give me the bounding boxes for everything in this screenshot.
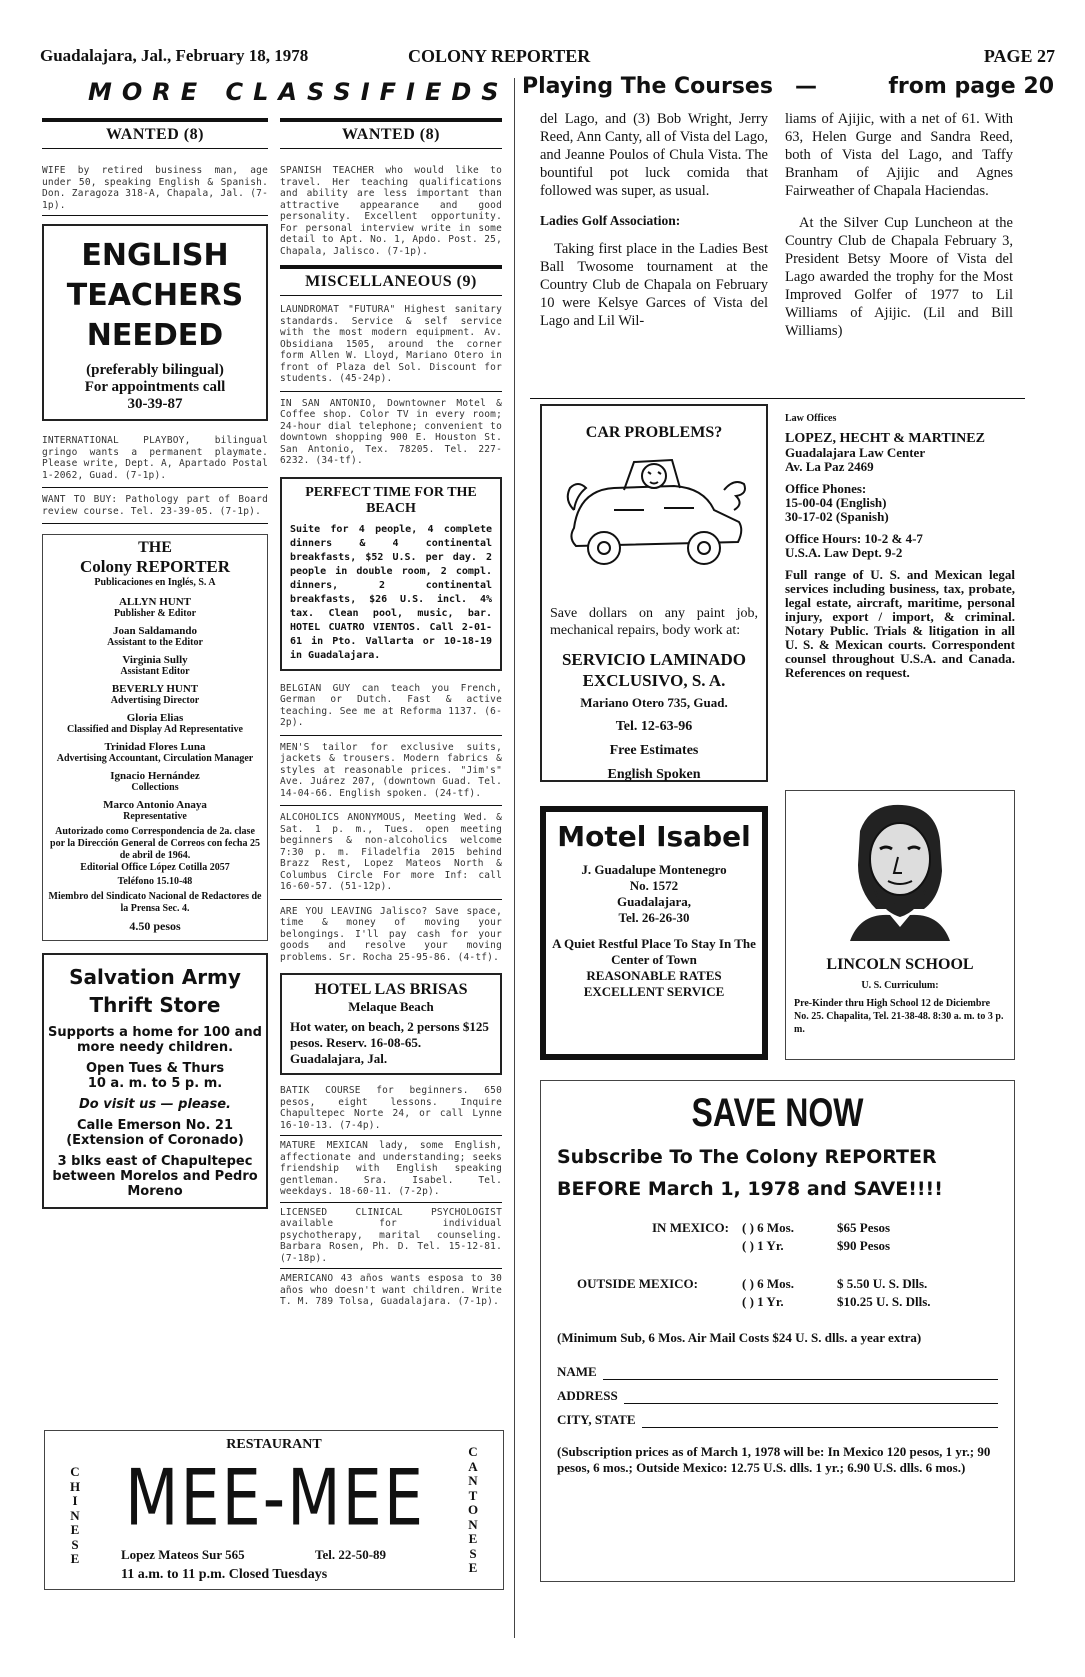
staff-entry	[47, 625, 263, 648]
salvation-l7: Calle Emerson No. 21 (Extension of Coronado)	[66, 1118, 244, 1148]
mexico-rates	[557, 1220, 998, 1260]
outside-1yr[interactable]: ( ) 1 Yr.	[742, 1294, 784, 1309]
staff-name: Marco Antonio Anaya	[103, 799, 207, 811]
outside-6mos[interactable]: ( ) 6 Mos.	[742, 1276, 794, 1291]
masthead-office: Editorial Office López Cotilla 2057	[80, 862, 230, 873]
law-services: Full range of U. S. and Mexican legal services including business, tax, probate, legal estate, aircraft, maritime, personal injury, export / import, & criminal. Notary Public. Trials & litigation in all U. S. & Mexican courts. Correspondent counsel throughout U.S.A. and Canada. References on request.	[785, 567, 1015, 680]
staff-name: BEVERLY HUNT	[111, 683, 199, 695]
save-sub1: Subscribe To The Colony REPORTER	[557, 1146, 937, 1168]
leaving-ad: ARE YOU LEAVING Jalisco? Save space, time & money of moving your belongings. I'll pay cash for your goods and resolve your moving problems. Sr. Rocha 25-95-86. (4-tf).	[280, 905, 502, 963]
salvation-l5: 10 a. m. to 5 p. m.	[87, 1076, 223, 1091]
playing-from: from page 20	[888, 74, 1054, 99]
staff-name: ALLYN HUNT	[118, 596, 192, 608]
outside-mexico-label: OUTSIDE MEXICO:	[577, 1276, 698, 1291]
motel-city: Guadalajara,	[616, 894, 692, 909]
in-mexico-1yr[interactable]: ( ) 1 Yr.	[742, 1238, 784, 1253]
motel-isabel-ad	[540, 806, 768, 1060]
playing-bottom-rule	[530, 398, 1025, 399]
car-title: CAR PROBLEMS?	[585, 424, 723, 441]
city-field[interactable]	[642, 1414, 998, 1428]
want-to-buy-ad: WANT TO BUY: Pathology part of Board review course. Tel. 23-39-05. (7-1p).	[42, 494, 268, 517]
brisas-text: Hot water, on beach, 2 persons $125 pesos. Reserv. 16-08-65. Guadalajara, Jal.	[290, 1019, 489, 1066]
motel-tel: Tel. 26-26-30	[618, 910, 690, 925]
save-now-ad	[540, 1080, 1015, 1582]
staff-role: Collections	[131, 782, 179, 793]
staff-name: Ignacio Hernández	[110, 770, 200, 782]
staff-list	[47, 596, 263, 822]
address-field-row	[557, 1388, 998, 1404]
english-l1: ENGLISH	[81, 238, 229, 273]
playing-col1-head: Ladies Golf Association:	[540, 213, 681, 228]
staff-role: Advertising Accountant, Circulation Manager	[56, 753, 254, 764]
page-number: PAGE 27	[983, 46, 1055, 66]
save-title: SAVE NOW	[691, 1091, 864, 1135]
save-future-prices: (Subscription prices as of March 1, 1978 will be: In Mexico 120 pesos, 1 yr.; 90 pesos, 6 mos.; Outside Mexico: 12.75 U.S. dlls. 1 yr.; 6.90 U.S. dlls. 6 mos.)	[557, 1444, 991, 1475]
staff-entry	[47, 712, 263, 735]
restaurant-logo: MEE-MEE	[124, 1451, 426, 1543]
car-english: English Spoken	[607, 767, 701, 782]
staff-name: Joan Saldamando	[112, 625, 198, 637]
batik-ad: BATIK COURSE for beginners. 650 pesos, eight lessons. Inquire Chapultepec Norte 24, or call Lynne 16-10-13. (7-4p).	[280, 1085, 502, 1131]
masthead-pub: Publicaciones en Inglés, S. A	[94, 577, 216, 588]
dateline: Guadalajara, Jal., February 18, 1978	[40, 46, 309, 65]
save-min: (Minimum Sub, 6 Mos. Air Mail Costs $24 U. S. dlls. a year extra)	[557, 1330, 922, 1345]
restaurant-label: RESTAURANT	[226, 1437, 322, 1452]
staff-entry	[47, 654, 263, 677]
lincoln-portrait-icon	[840, 801, 960, 941]
city-field-row	[557, 1412, 998, 1428]
staff-role: Assistant Editor	[120, 666, 190, 677]
las-brisas-ad	[280, 973, 502, 1075]
brisas-title: HOTEL LAS BRISAS	[314, 981, 468, 998]
address-label: ADDRESS	[557, 1388, 618, 1403]
in-mexico-label: IN MEXICO:	[652, 1220, 729, 1235]
in-mexico-6mos-price: $65 Pesos	[837, 1220, 891, 1235]
car-address: Mariano Otero 735, Guad.	[580, 695, 728, 710]
motel-addr1: J. Guadalupe Montenegro	[581, 862, 727, 877]
law-dept: U.S.A. Law Dept. 9-2	[785, 545, 903, 560]
playing-col2-p1: liams of Ajijic, with a net of 61. With 63, Helen Gurge and Sandra Reed, both of Vista del Lago, and Taffy Branham of Ajijic and Agnes Fairweather of Chapala Haciendas.	[785, 111, 1013, 199]
staff-entry	[47, 683, 263, 706]
playing-col2-p2: At the Silver Cup Luncheon at the Country Club de Chapala February 3, President Betsy Moore of Vista del Lago awarded the trophy for the Most Improved Golfer of 1977 to Lil Williams of Ajijic. (Lil and Bill Williams)	[785, 215, 1013, 339]
law-label: Law Offices	[785, 413, 837, 424]
car-free: Free Estimates	[609, 743, 699, 758]
name-field-row	[557, 1364, 998, 1380]
outside-rates	[557, 1276, 998, 1316]
chinese-vertical-text: C H I N E S E	[69, 1464, 81, 1566]
restaurant-address: Lopez Mateos Sur 565	[121, 1547, 245, 1562]
playing-title-text: Playing The Courses	[522, 74, 773, 99]
masthead-the: THE	[138, 539, 172, 556]
restaurant-tel: Tel. 22-50-89	[315, 1547, 387, 1562]
law-offices-ad	[785, 412, 1015, 680]
law-firm: LOPEZ, HECHT & MARTINEZ	[785, 431, 985, 446]
salvation-l6: Do visit us — please.	[78, 1097, 231, 1112]
motel-addr2: No. 1572	[629, 878, 679, 893]
page-header	[40, 44, 1055, 68]
car-problems-ad	[540, 404, 768, 782]
wanted-wife-ad: WIFE by retired business man, age under 50, speaking English & Spanish. Don. Zaragoza 318-A, Chapala, Jal. (7-1p).	[42, 165, 268, 211]
outside-6mos-price: $ 5.50 U. S. Dlls.	[837, 1276, 928, 1291]
lincoln-school-ad	[785, 790, 1015, 1060]
column-1	[42, 118, 268, 1209]
spanish-teacher-ad: SPANISH TEACHER who would like to travel. Her teaching qualifications and ability are less important than attractive appearance and good personality. Excellent opportunity. For personal interview write in some detail to Apt. No. 1, Apdo. Post. 25, Chapala, Jalisco. (7-1p).	[280, 165, 502, 257]
motel-tag1: A Quiet Restful Place To Stay In The Center of Town	[552, 936, 756, 967]
masthead-name: Colony REPORTER	[79, 557, 231, 576]
law-hours: Office Hours: 10-2 & 4-7	[785, 531, 923, 546]
law-phone-1: 15-00-04 (English)	[785, 495, 887, 510]
english-teachers-ad	[42, 224, 268, 421]
belgian-ad: BELGIAN GUY can teach you French, German or Dutch. Fast & active teaching. See me at Reforma 1137. (6-2p).	[280, 682, 502, 728]
salvation-l4: Open Tues & Thurs	[85, 1061, 225, 1076]
playing-col-1	[540, 110, 768, 330]
psychologist-ad: LICENSED CLINICAL PSYCHOLOGIST available for individual psychotherapy, marital counseling. Barbara Rosen, Ph. D. Tel. 15-12-81. (7-18p).	[280, 1206, 502, 1264]
car-cartoon-icon	[554, 450, 754, 580]
staff-role: Publisher & Editor	[113, 608, 197, 619]
name-label: NAME	[557, 1364, 597, 1379]
perfect-title: PERFECT TIME FOR THE BEACH	[305, 484, 477, 516]
car-tel: Tel. 12-63-96	[615, 719, 693, 734]
english-phone: 30-39-87	[127, 396, 183, 412]
restaurant-hours: 11 a.m. to 11 p.m. Closed Tuesdays	[121, 1567, 328, 1582]
staff-role: Classified and Display Ad Representative	[67, 724, 243, 735]
english-sub2: For appointments call	[84, 379, 226, 395]
classifieds-title: MORE CLASSIFIEDS	[88, 78, 509, 106]
address-field[interactable]	[624, 1390, 998, 1404]
staff-role: Advertising Director	[110, 695, 200, 706]
staff-entry	[47, 741, 263, 764]
mee-mee-restaurant-ad	[44, 1430, 504, 1590]
salvation-l3: Supports a home for 100 and more needy children.	[48, 1025, 262, 1055]
car-business: SERVICIO LAMINADO EXCLUSIVO, S. A.	[561, 650, 747, 690]
laundromat-ad: LAUNDROMAT "FUTURA" Highest sanitary standards. Service & self service with the most modern equipment. Av. Obsidiana 1505, around the corner form Allen W. Lloyd, Mariano Otero in front of Plaza del Sol. Discount for students. (45-24p).	[280, 304, 502, 384]
staff-name: Virginia Sully	[122, 654, 188, 666]
misc-heading: MISCELLANEOUS (9)	[280, 265, 502, 296]
perfect-text: Suite for 4 people, 4 complete dinners & 4 continental breakfasts, $52 U.S. per day. 2 people in double room, 2 compl. dinners, 2 continental breakfasts, $26 U.S. incl. 4% tax. Clean pool, music, bar. HOTEL CUATRO VIENTOS. Call 2-01-61 in Pto. Vallarta or 10-18-19 in Guadalajara.	[290, 523, 492, 661]
wanted-heading-1: WANTED (8)	[42, 118, 268, 149]
law-phones-label: Office Phones:	[785, 481, 867, 496]
english-sub1: (preferably bilingual)	[86, 362, 224, 378]
law-center: Guadalajara Law Center	[785, 445, 926, 460]
salvation-army-ad	[42, 953, 268, 1209]
column-2	[280, 118, 502, 1308]
playing-col1-p2: Taking first place in the Ladies Best Ball Twosome tournament at the Country Club de Chapala on February 10 were Kelsye Garces of Vista del Lago and Lil Wil-	[540, 241, 768, 329]
wanted-heading-2: WANTED (8)	[280, 118, 502, 149]
in-mexico-1yr-price: $90 Pesos	[837, 1238, 891, 1253]
salvation-l2: Thrift Store	[89, 993, 221, 1017]
playing-col1-p1: del Lago, and (3) Bob Wright, Jerry Reed, Ann Canty, all of Vista del Lago, and Jeanne Poulos of Chula Vista. The bountiful pot luck comida that followed was super, as usual.	[540, 111, 768, 199]
law-address: Av. La Paz 2469	[785, 459, 874, 474]
playboy-ad: INTERNATIONAL PLAYBOY, bilingual gringo wants a permanent playmate. Please write, Dept. A, Apartado Postal 1-2062, Guad. (7-1p).	[42, 435, 268, 481]
english-l2: TEACHERS	[66, 278, 244, 313]
staff-entry	[47, 770, 263, 793]
americano-ad: AMERICANO 43 años wants esposa to 30 años who doesn't want children. Write T. M. 789 Tolsa, Guadalajara. (7-1p).	[280, 1273, 502, 1307]
salvation-l1: Salvation Army	[69, 965, 241, 989]
masthead-legal: Autorizado como Correspondencia de 2a. clase por la Dirección General de Correos con fecha 25 de abril de 1964.	[50, 826, 260, 861]
staff-entry	[47, 596, 263, 619]
motel-title: Motel Isabel	[557, 820, 751, 853]
lincoln-text: Pre-Kinder thru High School 12 de Diciembre No. 25. Chapalita, Tel. 21-38-48. 8:30 a. m. to 3 p. m.	[794, 998, 1004, 1035]
aa-ad: ALCOHOLICS ANONYMOUS, Meeting Wed. & Sat. 1 p. m., Tues. open meeting beginners & non-alcoholics welcome 7:30 p. m. Filadelfia 2015 behind Brazz Rest, Lopez Mateos North & Columbus Circle For more Inf: call 16-60-57. (51-12p).	[280, 812, 502, 892]
motel-tag2: REASONABLE RATES	[586, 968, 722, 983]
masthead-price: 4.50 pesos	[129, 919, 181, 933]
in-mexico-6mos[interactable]: ( ) 6 Mos.	[742, 1220, 794, 1235]
car-text: Save dollars on any paint job, mechanical repairs, body work at:	[550, 606, 758, 638]
lincoln-sub: U. S. Curriculum:	[861, 980, 939, 991]
playing-col-2	[785, 110, 1013, 340]
save-sub2: BEFORE March 1, 1978 and SAVE!!!!	[557, 1178, 943, 1200]
staff-role: Representative	[123, 811, 187, 822]
law-phone-2: 30-17-02 (Spanish)	[785, 509, 889, 524]
san-antonio-motel-ad: IN SAN ANTONIO, Downtowner Motel & Coffee shop. Color TV in every room; 24-hour dial telephone; convenient to downtown shopping 900 E. Houston St. San Antonio, Tex. 78205. Tel. 227-6232. (34-tf).	[280, 397, 502, 466]
masthead-tel: Teléfono 15.10-48	[117, 876, 193, 887]
brisas-sub: Melaque Beach	[348, 999, 434, 1014]
masthead	[42, 534, 268, 941]
city-label: CITY, STATE	[557, 1412, 636, 1427]
outside-1yr-price: $10.25 U. S. Dlls.	[837, 1294, 931, 1309]
paper-name: COLONY REPORTER	[408, 46, 591, 66]
lady-ad: MATURE MEXICAN lady, some English, affectionate and understanding; seeks friendship with English speaking gentleman. Sra. Isabel. Tel. weekdays. 18-60-11. (7-2p).	[280, 1140, 502, 1197]
lincoln-title: LINCOLN SCHOOL	[826, 956, 974, 973]
perfect-time-ad	[280, 477, 502, 671]
english-l3: NEEDED	[86, 318, 224, 353]
name-field[interactable]	[603, 1366, 998, 1380]
staff-name: Gloria Elias	[126, 712, 184, 724]
tailor-ad: MEN'S tailor for exclusive suits, jackets & trousers. Modern fabrics & styles at reasonable prices. "Jim's" Ave. Juárez 207, (downtown Guad. Tel. 14-04-66. English spoken. (24-tf).	[280, 741, 502, 799]
staff-name: Trinidad Flores Luna	[104, 741, 206, 753]
staff-role: Assistant to the Editor	[107, 637, 203, 648]
staff-entry	[47, 799, 263, 822]
masthead-member: Miembro del Sindicato Nacional de Redactores de la Prensa Sec. 4.	[48, 891, 262, 914]
column-divider	[514, 78, 515, 1638]
playing-courses-title: Playing The Courses — from page 20	[522, 74, 1054, 99]
salvation-l8: 3 blks east of Chapultepec between Morelos and Pedro Moreno	[52, 1154, 258, 1199]
motel-tag3: EXCELLENT SERVICE	[583, 984, 725, 999]
cantonese-vertical-text: C A N T O N E S E	[467, 1444, 479, 1575]
